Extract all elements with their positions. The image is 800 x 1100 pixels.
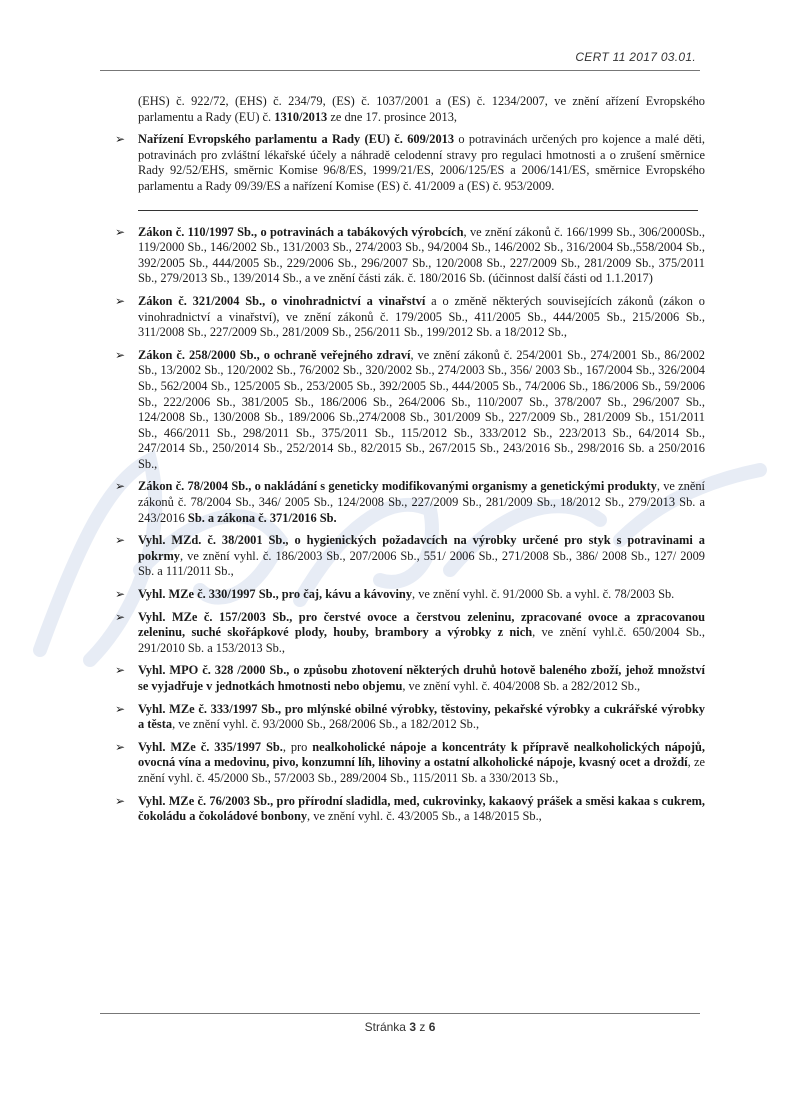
arrow-bullet-icon: ➢ [115, 739, 126, 754]
item-title: Zákon č. 110/1997 Sb., o potravinách a tabákových výrobcích [138, 224, 464, 239]
arrow-bullet-icon: ➢ [115, 132, 126, 147]
list-item [115, 348, 705, 473]
item-title: Nařízení Evropského parlamentu a Rady (EU) č. 609/2013 [138, 132, 455, 147]
arrow-bullet-icon: ➢ [115, 587, 126, 602]
list-item [115, 610, 705, 657]
list-item [115, 479, 705, 526]
item-title: Vyhl. MZe č. 333/1997 Sb., pro mlýnské obilné výrobky, těstoviny, pekařské výrobky a cukrářské výrobky a těsta [138, 701, 705, 732]
list-item [115, 587, 705, 603]
item-text: , ve znění zákonů č. 78/2004 Sb., 346/ 2005 Sb., 124/2008 Sb., 227/2009 Sb., 281/2009 Sb., 18/2012 Sb., 279/2013 Sb. a 243/2016 [138, 479, 705, 525]
item-text: , ve znění vyhl. č. 43/2005 Sb., a 148/2015 Sb., [307, 809, 542, 824]
arrow-bullet-icon: ➢ [115, 347, 126, 362]
item-title: Vyhl. MZe č. 76/2003 Sb., pro přírodní sladidla, med, cukrovinky, kakaový prášek a směsi kakaa s cukrem, čokoládu a čokoládové bonbony [138, 793, 705, 824]
item-title: Vyhl. MZe č. 157/2003 Sb., pro čerstvé ovoce a čerstvou zeleninu, zpracované ovoce a zpracovanou zeleninu, suché skořápkové plody, houby, brambory a výrobky z nich [138, 609, 705, 640]
item-text: , pro [282, 739, 313, 754]
arrow-bullet-icon: ➢ [115, 701, 126, 716]
list-item [115, 663, 705, 694]
item-title: Zákon č. 321/2004 Sb., o vinohradnictví a vinařství [138, 293, 426, 308]
item-text: , ze znění vyhl. č. 45/2000 Sb., 57/2003 Sb., 289/2004 Sb., 115/2011 Sb. a 330/2013 Sb., [138, 755, 705, 785]
item-title: nealkoholické nápoje a koncentráty k přípravě nealkoholických nápojů, ovocná vína a medovinu, pivo, konzumní líh, lihoviny a ostatní alkoholické nápoje, kvasný ocet a droždí [138, 739, 705, 770]
footer-page: 3 [409, 1020, 416, 1034]
continuation-tail: ze dne 17. prosince 2013, [327, 109, 457, 124]
continuation-paragraph [138, 94, 705, 125]
list-item [115, 740, 705, 787]
page-footer [0, 1020, 800, 1034]
arrow-bullet-icon: ➢ [115, 224, 126, 239]
list-item [115, 702, 705, 733]
list-item [115, 225, 705, 287]
document-code: CERT 11 2017 03.01. [575, 50, 696, 64]
item-title: Zákon č. 258/2000 Sb., o ochraně veřejného zdraví [138, 347, 411, 362]
item-text: , ve znění zákonů č. 166/1999 Sb., 306/2000Sb., 119/2000 Sb., 146/2002 Sb., 131/2003 Sb., 274/2003 Sb., 94/2004 Sb., 146/2002 Sb., 316/2004 Sb.,558/2004 Sb., 392/2005 Sb., 444/2005 Sb., 229/2006 Sb., 296/2007 Sb., 120/2008 Sb., 227/2009 Sb., 281/2009 Sb., 375/2011 Sb., 279/2013 Sb., 139/2014 Sb., a ve znění části zák. č. 180/2016 Sb. (účinnost další části od 1.1.2017) [138, 224, 705, 286]
item-text: o potravinách určených pro kojence a malé děti, potravinách pro zvláštní lékařské účely a náhradě celodenní stravy pro regulaci hmotnosti a o zrušení směrnice Rady 92/52/EHS, směrnic Komise 96/8/ES, 1999/21/ES, 2006/125/ES a 2006/141/ES, směrnice Evropského parlamentu a Rady 09/39/ES a nařízení Komise (ES) č. 41/2009 a (ES) č. 953/2009. [138, 132, 705, 193]
list-item [115, 533, 705, 580]
footer-label: Stránka [364, 1020, 406, 1034]
arrow-bullet-icon: ➢ [115, 479, 126, 494]
document-body [115, 94, 705, 825]
list-item [115, 794, 705, 825]
item-text: , ve znění vyhl. č. 186/2003 Sb., 207/2006 Sb., 551/ 2006 Sb., 271/2008 Sb., 386/ 2008 Sb., 127/ 2009 Sb. a 111/2011 Sb., [138, 548, 705, 579]
arrow-bullet-icon: ➢ [115, 609, 126, 624]
arrow-bullet-icon: ➢ [115, 533, 126, 548]
item-text: , ve znění vyhl. č. 91/2000 Sb. a vyhl. č. 78/2003 Sb. [412, 587, 675, 602]
header-rule [100, 70, 700, 71]
continuation-bold: 1310/2013 [274, 109, 328, 124]
item-text: , ve znění vyhl.č. 650/2004 Sb., 291/2010 Sb. a 153/2013 Sb., [138, 625, 705, 655]
item-title: Vyhl. MPO č. 328 /2000 Sb., o způsobu zhotovení některých druhů hotově baleného zboží, jehož množství se vyjadřuje v jednotkách hmotnosti nebo objemu [138, 663, 705, 693]
continuation-text: (EHS) č. 922/72, (EHS) č. 234/79, (ES) č. 1037/2001 a (ES) č. 1234/2007, ve znění ařízení Evropského parlamentu a Rady (EU) č. [138, 94, 705, 124]
footer-total: 6 [428, 1020, 436, 1034]
item-text: , ve znění zákonů č. 254/2001 Sb., 274/2001 Sb., 86/2002 Sb., 13/2002 Sb., 120/2002 Sb., 76/2002 Sb., 320/2002 Sb., 274/2003 Sb., 356/ 2003 Sb., 167/2004 Sb., 326/2004 Sb., 562/2004 Sb., 125/2005 Sb., 253/2005 Sb., 392/2005 Sb., 444/2005 Sb., 74/2006 Sb., 186/2006 Sb., 59/2006 Sb., 222/2006 Sb., 381/2005 Sb., 186/2006 Sb., 264/2006 Sb., 110/2007 Sb., 378/2007 Sb., 296/2007 Sb., 124/2008 Sb., 130/2008 Sb., 189/2006 Sb.,274/2008 Sb., 301/2009 Sb., 227/2009 Sb., 281/2009 Sb., 151/2011 Sb., 466/2011 Sb., 298/2011 Sb., 375/2011 Sb., 115/2012 Sb., 333/2012 Sb., 223/2013 Sb., 64/2014 Sb., 247/2014 Sb., 250/2014 Sb., 252/2014 Sb., 82/2015 Sb., 267/2015 Sb., 243/2016 Sb., 298/2016 Sb. a 250/2016 Sb., [138, 347, 705, 471]
item-title: Zákon č. 78/2004 Sb., o nakládání s geneticky modifikovanými organismy a genetickými produkty [138, 479, 657, 494]
arrow-bullet-icon: ➢ [115, 663, 126, 678]
footer-rule [100, 1013, 700, 1014]
arrow-bullet-icon: ➢ [115, 793, 126, 808]
list-item [115, 132, 705, 194]
item-text: , ve znění vyhl. č. 93/2000 Sb., 268/2006 Sb., a 182/2012 Sb., [172, 717, 480, 732]
section-divider [138, 210, 698, 211]
list-item [115, 294, 705, 341]
item-title: Vyhl. MZe č. 335/1997 Sb. [138, 739, 283, 754]
item-title: Vyhl. MZd. č. 38/2001 Sb., o hygienických požadavcích na výrobky určené pro styk s potravinami a pokrmy [138, 533, 705, 563]
item-title: Vyhl. MZe č. 330/1997 Sb., pro čaj, kávu a kávoviny [138, 587, 413, 602]
item-title: Sb. a zákona č. 371/2016 Sb. [187, 510, 337, 525]
item-text: a o změně některých souvisejících zákonů (zákon o vinohradnictví a vinařství), ve znění zákonů č. 179/2005 Sb., 411/2005 Sb., 444/2005 Sb., 215/2006 Sb., 311/2008 Sb., 227/2009 Sb., 281/2009 Sb., 256/2011 Sb., 199/2012 Sb. a 18/2012 Sb., [138, 293, 705, 340]
item-text: , ve znění vyhl. č. 404/2008 Sb. a 282/2012 Sb., [402, 679, 641, 693]
legislation-list [115, 225, 705, 825]
footer-of: z [419, 1020, 426, 1034]
arrow-bullet-icon: ➢ [115, 293, 126, 308]
